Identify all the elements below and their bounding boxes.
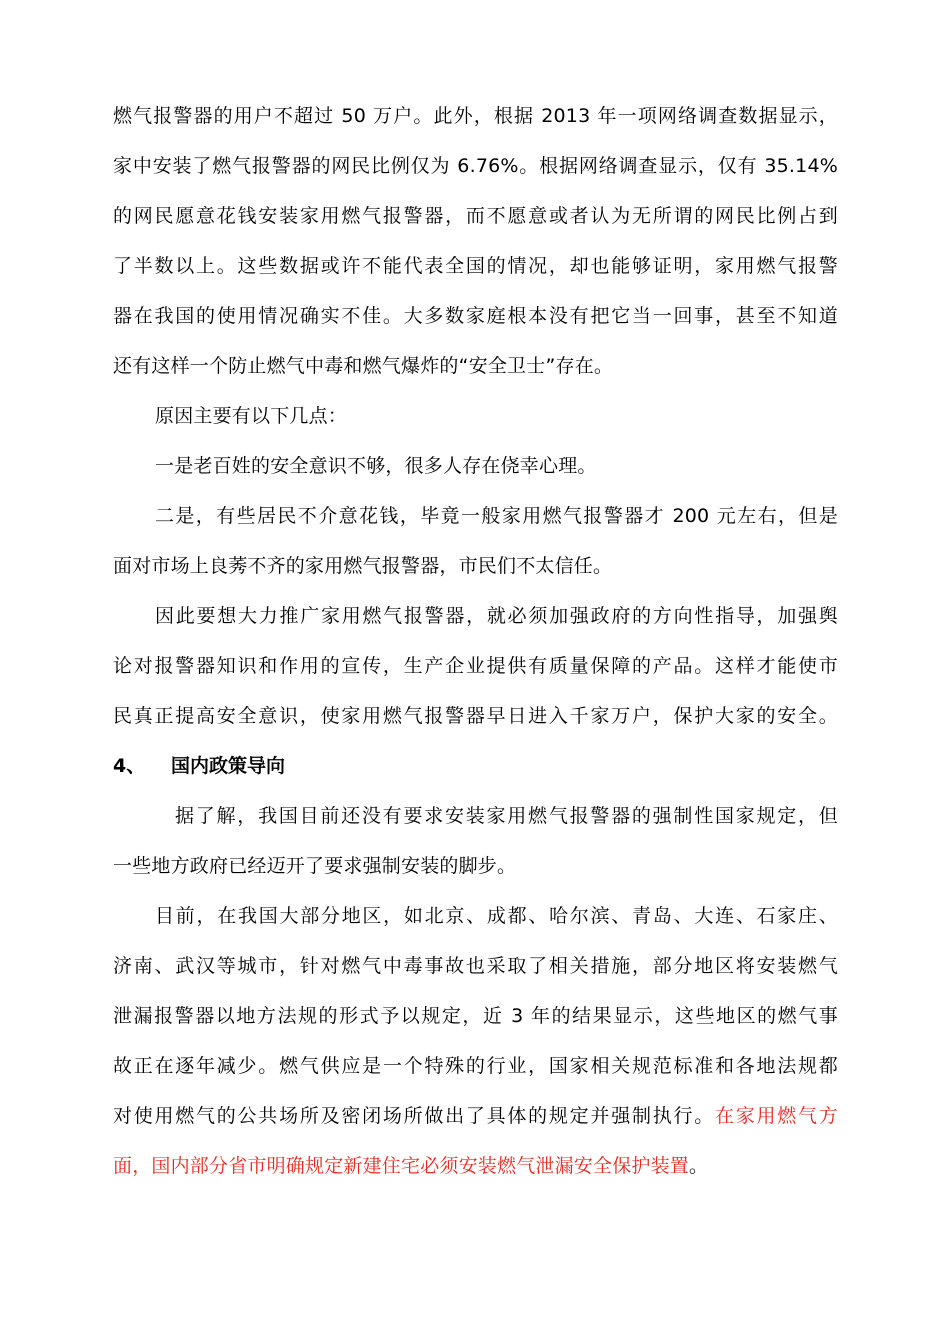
paragraph-line: 器在我国的使用情况确实不佳。大多数家庭根本没有把它当一回事，甚至不知道 <box>113 305 838 327</box>
paragraph-line: 据了解，我国目前还没有要求安装家用燃气报警器的强制性国家规定，但 <box>175 805 838 827</box>
paragraph-line: 了半数以上。这些数据或许不能代表全国的情况，却也能够证明，家用燃气报警 <box>113 255 838 277</box>
highlighted-text: 面，国内部分省市明确规定新建住宅必须安装燃气泄漏安全保护装置 <box>113 1155 690 1177</box>
paragraph-line: 面对市场上良莠不齐的家用燃气报警器，市民们不太信任。 <box>113 555 613 577</box>
paragraph-line-mixed <box>113 1101 838 1131</box>
paragraph-line: 燃气报警器的用户不超过 50 万户。此外，根据 2013 年一项网络调查数据显示， <box>113 105 838 127</box>
paragraph-line: 济南、武汉等城市，针对燃气中毒事故也采取了相关措施，部分地区将安装燃气 <box>113 955 838 977</box>
paragraph-line: 还有这样一个防止燃气中毒和燃气爆炸的“安全卫士”存在。 <box>113 355 614 377</box>
section-heading: 国内政策导向 <box>171 755 286 777</box>
paragraph-line: 一些地方政府已经迈开了要求强制安装的脚步。 <box>113 855 517 877</box>
paragraph-line: 二是，有些居民不介意花钱，毕竟一般家用燃气报警器才 200 元左右，但是 <box>155 505 838 527</box>
paragraph-line: 原因主要有以下几点： <box>155 405 348 427</box>
paragraph-line: 家中安装了燃气报警器的网民比例仅为 6.76%。根据网络调查显示，仅有 35.14% <box>113 155 838 177</box>
section-number: 4、 <box>113 755 146 777</box>
paragraph-line: 目前，在我国大部分地区，如北京、成都、哈尔滨、青岛、大连、石家庄、 <box>155 905 838 927</box>
paragraph-line: 泄漏报警器以地方法规的形式予以规定，近 3 年的结果显示，这些地区的燃气事 <box>113 1005 838 1027</box>
paragraph-line: 论对报警器知识和作用的宣传，生产企业提供有质量保障的产品。这样才能使市 <box>113 655 838 677</box>
paragraph-line: 故正在逐年减少。燃气供应是一个特殊的行业，国家相关规范标准和各地法规都 <box>113 1055 838 1077</box>
paragraph-line: 民真正提高安全意识，使家用燃气报警器早日进入千家万户，保护大家的安全。 <box>113 705 838 727</box>
paragraph-line: 的网民愿意花钱安装家用燃气报警器，而不愿意或者认为无所谓的网民比例占到 <box>113 205 838 227</box>
paragraph-line: 一是老百姓的安全意识不够，很多人存在侥幸心理。 <box>155 455 597 477</box>
paragraph-line: 因此要想大力推广家用燃气报警器，就必须加强政府的方向性指导，加强舆 <box>155 605 838 627</box>
paragraph-text: 对使用燃气的公共场所及密闭场所做出了具体的规定并强制执行。 <box>113 1105 715 1127</box>
highlighted-text: 在家用燃气方 <box>715 1105 838 1127</box>
paragraph-line-mixed <box>113 1151 838 1181</box>
paragraph-text: 。 <box>689 1155 709 1177</box>
